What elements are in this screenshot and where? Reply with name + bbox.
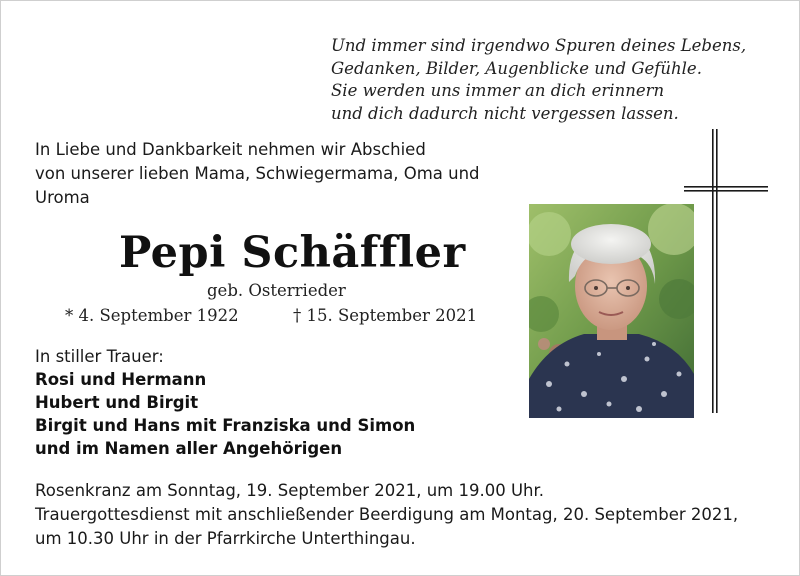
intro-line: von unserer lieben Mama, Schwiegermama, Oma und (35, 164, 480, 183)
service-line: Trauergottesdienst mit anschließender Beerdigung am Montag, 20. September 2021, (35, 505, 739, 524)
mourner-entry: Hubert und Birgit (35, 393, 199, 412)
death-date: † 15. September 2021 (293, 306, 478, 325)
farewell-intro (35, 138, 480, 210)
poem-line: Gedanken, Bilder, Augenblicke und Gefühle. (331, 58, 702, 78)
mourner-entry: Birgit und Hans mit Franziska und Simon (35, 416, 416, 435)
memorial-poem (331, 35, 746, 125)
intro-line: Uroma (35, 188, 90, 207)
mourner-entry: Rosi und Hermann (35, 370, 207, 389)
poem-line: Und immer sind irgendwo Spuren deines Lebens, (331, 36, 747, 55)
maiden-name: geb. Osterrieder (207, 281, 346, 300)
deceased-name: Pepi Schäffler (119, 228, 466, 278)
service-details (35, 479, 738, 551)
service-line: Rosenkranz am Sonntag, 19. September 2021, um 19.00 Uhr. (35, 481, 545, 500)
service-line: um 10.30 Uhr in der Pfarrkirche Unterthingau. (35, 529, 416, 548)
mourning-heading: In stiller Trauer: (35, 347, 164, 366)
poem-line: Sie werden uns immer an dich erinnern (331, 81, 665, 100)
portrait-photo (529, 204, 694, 418)
birth-date: * 4. September 1922 (65, 306, 239, 325)
intro-line: In Liebe und Dankbarkeit nehmen wir Abschied (35, 140, 426, 159)
mourner-entry: und im Namen aller Angehörigen (35, 439, 343, 458)
mourners-list (35, 368, 415, 460)
portrait-illustration (529, 204, 694, 418)
cross-icon (684, 129, 768, 413)
poem-line: und dich dadurch nicht vergessen lassen. (331, 103, 679, 123)
